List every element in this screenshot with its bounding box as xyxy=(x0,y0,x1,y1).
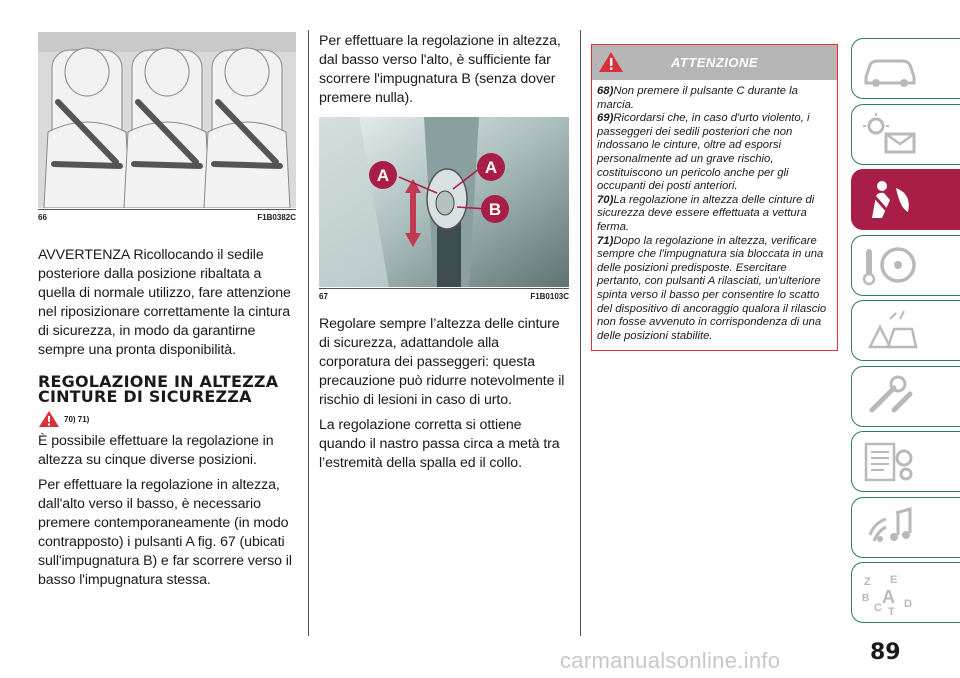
attention-note: 71)Dopo la regolazione in altezza, verificare sempre che l'impugnatura sia bloccata in una delle posizioni predisposte. Esercitare pertanto, con pulsanti A rilasciati, un'ulteriore spinta verso il basso per consentire lo scatto del dispositivo di ancoraggio qualora il rilascio non fosse avvenuto in corrispondenza di una delle posizioni stabilite. xyxy=(597,234,827,342)
tab-specs[interactable] xyxy=(851,431,960,492)
dashboard-lights-icon xyxy=(860,112,920,156)
tab-emergency[interactable] xyxy=(851,300,960,361)
section-heading: REGOLAZIONE IN ALTEZZA CINTURE DI SICUREZZA xyxy=(38,372,279,406)
steering-icon xyxy=(860,243,920,287)
warning-triangle-icon xyxy=(598,51,624,73)
attention-note: 68)Non premere il pulsante C durante la marcia. xyxy=(597,85,798,111)
column-divider xyxy=(580,30,581,636)
belt-height-adjuster-illustration xyxy=(319,117,569,287)
specs-icon xyxy=(860,440,920,484)
index-icon xyxy=(860,571,920,615)
attention-note: 70)La regolazione in altezza delle cinture di sicurezza deve essere effettuata a vettura ferma. xyxy=(597,193,815,233)
label-a-left: A xyxy=(376,166,390,185)
column-divider xyxy=(308,30,309,636)
label-b: B xyxy=(488,200,502,219)
paragraph-correct-adjustment: La regolazione corretta si ottiene quando il nastro passa circa a metà tra l’estremità della spalla ed il collo. xyxy=(319,417,560,471)
tab-starting-driving[interactable] xyxy=(851,235,960,296)
tab-multimedia[interactable] xyxy=(851,497,960,558)
figure-number: 66 xyxy=(38,213,47,222)
paragraph-adjust-up: Per effettuare la regolazione in altezza, dal basso verso l'alto, è sufficiente far scorrere l'impugnatura B (senza dover premere nulla). xyxy=(319,33,561,106)
figure-66-image xyxy=(38,32,296,208)
tab-index[interactable] xyxy=(851,562,960,623)
maintenance-icon xyxy=(860,374,920,418)
attention-header xyxy=(592,45,837,80)
figure-code: F1B0103C xyxy=(530,292,569,301)
figure-66-caption xyxy=(38,209,296,222)
column-middle xyxy=(319,0,569,473)
page-number: 89 xyxy=(870,640,901,665)
figure-67-image xyxy=(319,117,569,287)
tab-maintenance[interactable] xyxy=(851,366,960,427)
paragraph-adjust-always: Regolare sempre l’altezza delle cinture di sicurezza, adattandole alla corporatura dei passeggeri: questa precauzione può ridurre notevolmente il rischio di lesioni in caso di urto. xyxy=(319,316,565,408)
column-left xyxy=(38,0,296,590)
svg-text:C: C xyxy=(874,601,882,614)
svg-text:E: E xyxy=(890,573,898,586)
watermark: carmanualsonline.info xyxy=(560,648,781,673)
attention-title: ATTENZIONE xyxy=(670,55,759,70)
svg-text:B: B xyxy=(862,592,870,604)
svg-text:D: D xyxy=(904,597,912,610)
roadside-warning-icon xyxy=(860,309,920,353)
tab-dashboard-lights[interactable] xyxy=(851,104,960,165)
rear-seatbelts-illustration xyxy=(38,32,296,208)
label-a-right: A xyxy=(484,158,498,177)
svg-text:A: A xyxy=(882,586,895,607)
warning-triangle-icon xyxy=(38,410,60,428)
car-icon xyxy=(860,47,920,91)
paragraph-adjust-down: Per effettuare la regolazione in altezza, dall'alto verso il basso, è necessario premere contemporaneamente (in modo contrapposto) i pulsanti A fig. 67 (ubicati sull'impugnatura B) e far scorrere verso il basso l'impugnatura stessa. xyxy=(38,477,292,588)
tab-car[interactable] xyxy=(851,38,960,99)
safety-seatbelt-icon xyxy=(860,178,920,222)
attention-notes xyxy=(592,80,837,350)
tab-safety[interactable] xyxy=(851,169,960,230)
column-right xyxy=(591,0,838,351)
svg-text:Z: Z xyxy=(864,575,871,588)
paragraph-positions: È possibile effettuare la regolazione in altezza su cinque diverse posizioni. xyxy=(38,433,274,468)
attention-box xyxy=(591,44,838,351)
chapter-tabs xyxy=(851,38,960,628)
figure-number: 67 xyxy=(319,292,328,301)
multimedia-icon xyxy=(860,505,920,549)
reference-numbers: 70) 71) xyxy=(64,414,90,424)
reference-line xyxy=(38,410,296,428)
svg-text:T: T xyxy=(888,605,895,615)
warning-paragraph: AVVERTENZA Ricollocando il sedile posteriore dalla posizione ribaltata a quella di normale utilizzo, fare attenzione nel riposizionare correttamente la cintura di sicurezza, in modo da garantirne sempre una pronta disponibilità. xyxy=(38,247,291,358)
figure-67-caption xyxy=(319,288,569,301)
figure-code: F1B0382C xyxy=(257,213,296,222)
attention-note: 69)Ricordarsi che, in caso d'urto violento, i passeggeri dei sedili posteriori che non indossano le cinture, oltre ad esporsi personalmente ad un grave rischio, costituiscono un pericolo anche per gli occupanti dei posti anteriori. xyxy=(597,112,810,193)
